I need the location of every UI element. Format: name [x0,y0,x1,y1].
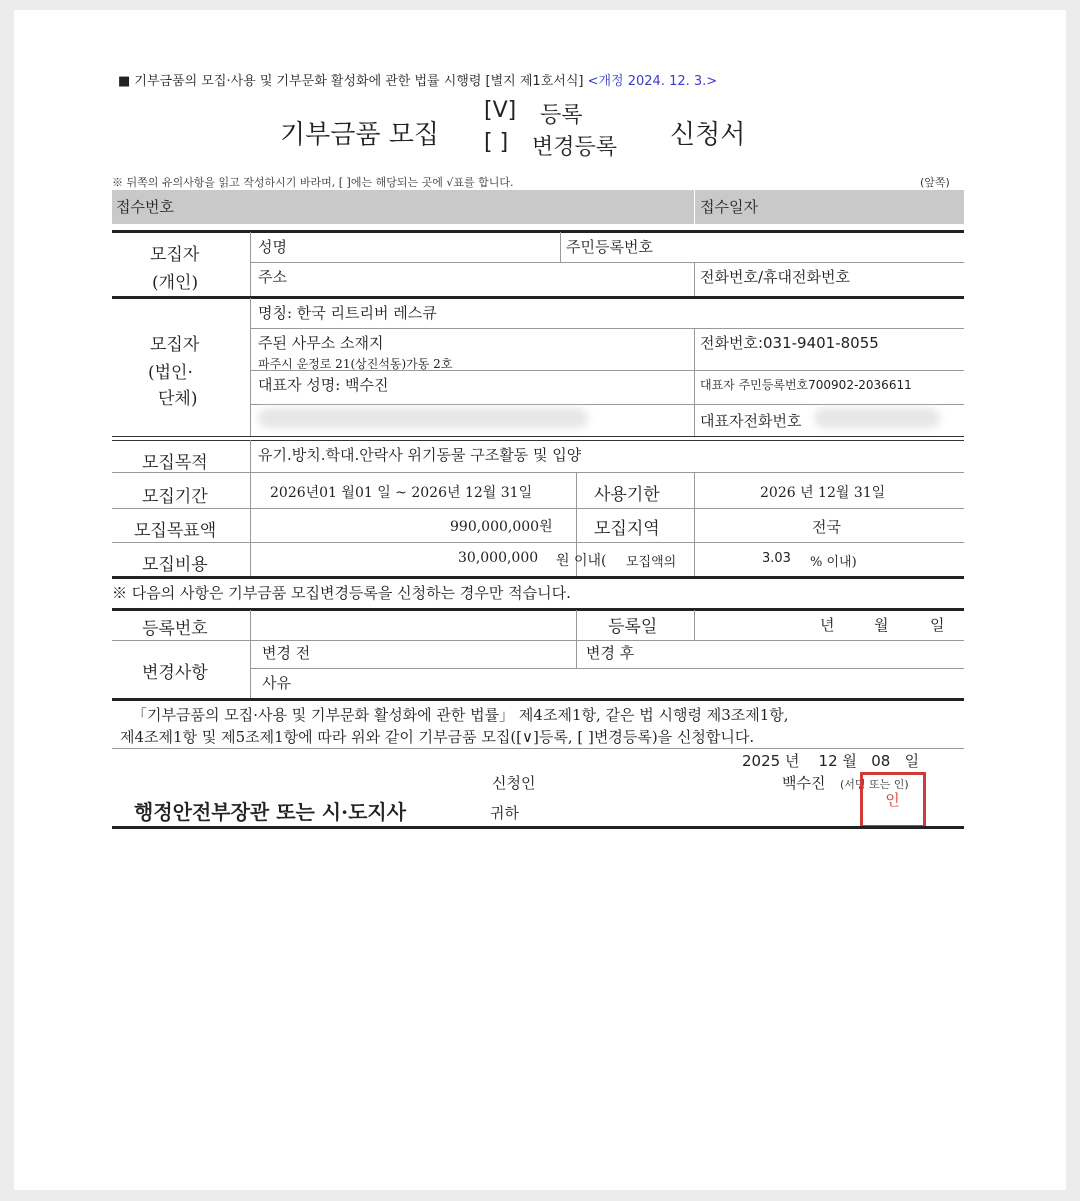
change-items-label: 변경사항 [142,663,208,683]
reg-date-label: 등록일 [608,617,658,637]
statement-bottom-line [112,748,964,749]
representative-phone-label[interactable]: 대표자전화번호 [700,412,802,430]
change-bottom-line [112,698,964,701]
individual-phone-label[interactable]: 전화번호/휴대전화번호 [700,268,850,286]
corporate-row-line-2 [250,370,964,371]
date-day-unit: 일 [904,752,920,770]
reg-date-day-unit: 일 [930,616,945,634]
reg-date-right-divider [694,610,695,640]
signature-hint: (서명 또는 인) [840,778,909,791]
form-bottom-line [112,826,964,829]
applicant-name[interactable]: 백수진 [782,774,826,792]
purpose-top-line [112,436,964,441]
cost-unit: 원 이내( [556,553,607,569]
receipt-bar [112,190,964,224]
office-address[interactable]: 파주시 운정로 21(상진석동)가동 2호 [258,357,453,371]
revision-text: <개정 2024. 12. 3.> [587,74,718,89]
after-change-label[interactable]: 변경 후 [586,644,635,662]
change-row-line [250,668,964,669]
reason-label[interactable]: 사유 [262,674,291,692]
form-title: 기부금품 모집 [280,120,439,150]
individual-address-label[interactable]: 주소 [258,268,287,286]
date-month[interactable]: 12 [818,752,838,770]
before-after-divider [576,640,577,668]
before-change-label[interactable]: 변경 전 [262,644,311,662]
corporate-label: 모집자 [150,335,200,355]
addressee-suffix: 귀하 [490,804,519,822]
corporate-name[interactable]: 명칭: 한국 리트리버 레스큐 [258,304,437,322]
section-top-line [112,230,964,233]
law-reference-text: ■ 기부금품의 모집·사용 및 기부문화 활성화에 관한 법률 시행령 [별지 제1호서식] [118,74,584,89]
redacted-field [258,408,588,428]
individual-rrn-label[interactable]: 주민등록번호 [566,238,653,256]
receipt-date-label: 접수일자 [700,198,758,216]
cost-amount[interactable]: 30,000,000 [458,550,539,566]
cost-ratio-value[interactable]: 3.03 [762,551,791,566]
period-label: 모집기간 [142,487,208,507]
reg-row-bottom-line [112,640,964,641]
individual-row-line [250,262,964,263]
statement-line-2: 제4조제1항 및 제5조제1항에 따라 위와 같이 기부금품 모집([∨]등록, [ ]변경등록)을 신청합니다. [120,728,755,746]
applicant-label: 신청인 [492,774,536,792]
form-sheet [14,10,1066,1190]
period-right-divider [694,472,695,576]
representative-rrn[interactable]: 대표자 주민등록번호700902-2036611 [700,378,912,392]
law-reference [118,70,717,89]
reg-number-label: 등록번호 [142,619,208,639]
reg-date-month-unit: 월 [874,616,889,634]
target-bottom-line [112,542,964,543]
corporate-phone[interactable]: 전화번호:031-9401-8055 [700,334,879,352]
receipt-divider [694,190,695,224]
region-label: 모집지역 [594,519,660,539]
period-value[interactable]: 2026년01 월01 일 ~ 2026년 12월 31일 [270,485,533,501]
individual-sublabel: (개인) [152,273,199,293]
fill-notice: ※ 뒤쪽의 유의사항을 읽고 작성하시기 바라며, [ ]에는 해당되는 곳에 √표를 합니다. [112,176,514,189]
office-location-label: 주된 사무소 소재지 [258,334,384,352]
purpose-bottom-line [112,472,964,473]
receipt-number-label: 접수번호 [116,198,174,216]
date-month-unit: 월 [842,752,857,770]
date-year[interactable]: 2025 [742,752,781,770]
form-title-suffix: 신청서 [670,120,746,150]
date-year-unit: 년 [784,752,800,770]
target-amount-value[interactable]: 990,000,000원 [450,519,553,535]
individual-phone-divider [694,262,695,296]
corporate-top-line [112,296,964,299]
corporate-row-line-1 [250,328,964,329]
purpose-value[interactable]: 유기.방치.학대.안락사 위기동물 구조활동 및 입양 [258,446,582,464]
application-date [742,750,919,771]
change-register-option-label: 변경등록 [532,135,618,160]
register-option-label: 등록 [540,103,583,128]
use-deadline-label: 사용기한 [594,485,660,505]
statement-line-1: 「기부금품의 모집·사용 및 기부문화 활성화에 관한 법률」 제4조제1항, 같은 법 시행령 제3조제1항, [132,706,789,724]
corporate-phone-divider [694,328,695,436]
individual-name-label[interactable]: 성명 [258,238,287,256]
red-seal-stamp: 인 [860,772,926,828]
redacted-phone [814,408,940,428]
corporate-col-divider [250,298,251,436]
corporate-sublabel-1: (법인· [148,363,193,383]
cost-label: 모집비용 [142,555,208,575]
use-deadline-value[interactable]: 2026 년 12월 31일 [760,485,886,501]
individual-rrn-divider [560,232,561,262]
representative-name[interactable]: 대표자 성명: 백수진 [258,376,389,394]
change-top-line [112,608,964,611]
reg-date-year-unit: 년 [820,616,835,634]
individual-col-divider [250,232,251,296]
target-amount-label: 모집목표액 [134,521,217,541]
corporate-row-line-3 [250,404,964,405]
purpose-label: 모집목적 [142,453,208,473]
register-checkbox[interactable]: [V] [484,98,517,123]
region-value[interactable]: 전국 [812,518,841,536]
cost-ratio-unit: % 이내) [810,555,857,570]
change-col-divider [250,610,251,698]
date-day[interactable]: 08 [871,752,891,770]
addressee-title: 행정안전부장관 또는 시·도지사 [134,800,407,824]
cost-bottom-line [112,576,964,579]
reg-date-left-divider [576,610,577,640]
change-register-checkbox[interactable]: [ ] [484,130,509,155]
change-notice: ※ 다음의 사항은 기부금품 모집변경등록을 신청하는 경우만 적습니다. [112,584,571,602]
cost-ratio-label: 모집액의 [626,555,677,570]
page-side: (앞쪽) [920,176,950,189]
corporate-sublabel-2: 단체) [158,389,198,409]
period-bottom-line [112,508,964,509]
individual-label: 모집자 [150,245,200,265]
